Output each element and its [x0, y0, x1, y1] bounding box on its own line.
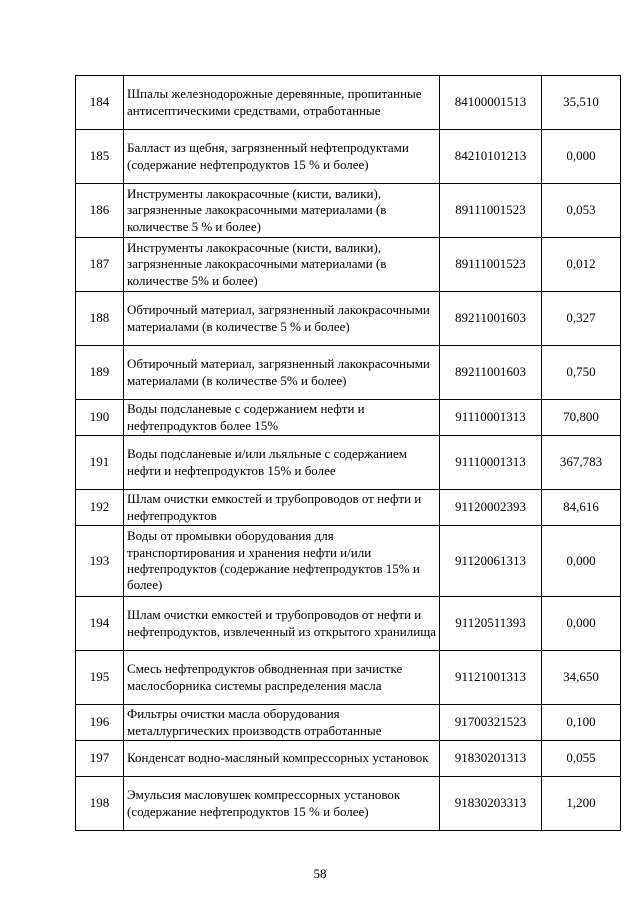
table-row: [76, 346, 621, 400]
waste-code-cell: 91120002393: [440, 490, 542, 526]
waste-name-cell: Обтирочный материал, загрязненный лакокрасочными материалами (в количестве 5 % и более): [124, 292, 440, 346]
waste-code-cell: 91120061313: [440, 526, 542, 597]
waste-name-cell: Шлам очистки емкостей и трубопроводов от нефти и нефтепродуктов, извлеченный из открытого хранилища: [124, 597, 440, 651]
waste-name-cell: Воды подсланевые с содержанием нефти и нефтепродуктов более 15%: [124, 400, 440, 436]
quantity-cell: 34,650: [542, 651, 621, 705]
quantity-cell: 70,800: [542, 400, 621, 436]
row-number-cell: 188: [76, 292, 124, 346]
waste-code-cell: 91830203313: [440, 777, 542, 831]
waste-name-cell: Смесь нефтепродуктов обводненная при зачистке маслосборника системы распределения масла: [124, 651, 440, 705]
waste-table: [75, 75, 621, 831]
waste-name-cell: Воды подсланевые и/или льяльные с содержанием нефти и нефтепродуктов 15% и более: [124, 436, 440, 490]
quantity-cell: 1,200: [542, 777, 621, 831]
waste-name-cell: Инструменты лакокрасочные (кисти, валики), загрязненные лакокрасочными материалами (в количестве 5% и более): [124, 238, 440, 292]
table-row: [76, 777, 621, 831]
row-number-cell: 184: [76, 76, 124, 130]
quantity-cell: 0,750: [542, 346, 621, 400]
waste-name-cell: Шпалы железнодорожные деревянные, пропитанные антисептическими средствами, отработанные: [124, 76, 440, 130]
quantity-cell: 367,783: [542, 436, 621, 490]
row-number-cell: 191: [76, 436, 124, 490]
waste-code-cell: 91120511393: [440, 597, 542, 651]
table-row: [76, 130, 621, 184]
quantity-cell: 0,100: [542, 705, 621, 741]
table-row: [76, 705, 621, 741]
row-number-cell: 194: [76, 597, 124, 651]
table-row: [76, 651, 621, 705]
row-number-cell: 189: [76, 346, 124, 400]
waste-name-cell: Воды от промывки оборудования для транспортирования и хранения нефти и/или нефтепродуктов (содержание нефтепродуктов 15% и более): [124, 526, 440, 597]
waste-name-cell: Обтирочный материал, загрязненный лакокрасочными материалами (в количестве 5% и более): [124, 346, 440, 400]
table-row: [76, 184, 621, 238]
row-number-cell: 186: [76, 184, 124, 238]
table-row: [76, 436, 621, 490]
row-number-cell: 197: [76, 741, 124, 777]
table-row: [76, 490, 621, 526]
waste-code-cell: 89111001523: [440, 238, 542, 292]
waste-name-cell: Эмульсия масловушек компрессорных установок (содержание нефтепродуктов 15 % и более): [124, 777, 440, 831]
waste-code-cell: 89211001603: [440, 346, 542, 400]
row-number-cell: 198: [76, 777, 124, 831]
waste-name-cell: Балласт из щебня, загрязненный нефтепродуктами (содержание нефтепродуктов 15 % и более): [124, 130, 440, 184]
waste-name-cell: Конденсат водно-масляный компрессорных установок: [124, 741, 440, 777]
waste-name-cell: Фильтры очистки масла оборудования металлургических производств отработанные: [124, 705, 440, 741]
waste-table-body: [76, 76, 621, 831]
quantity-cell: 0,000: [542, 526, 621, 597]
quantity-cell: 0,327: [542, 292, 621, 346]
table-row: [76, 597, 621, 651]
row-number-cell: 192: [76, 490, 124, 526]
waste-code-cell: 91121001313: [440, 651, 542, 705]
waste-code-cell: 91110001313: [440, 436, 542, 490]
quantity-cell: 0,053: [542, 184, 621, 238]
table-row: [76, 238, 621, 292]
waste-code-cell: 84100001513: [440, 76, 542, 130]
waste-code-cell: 91830201313: [440, 741, 542, 777]
quantity-cell: 0,000: [542, 130, 621, 184]
row-number-cell: 196: [76, 705, 124, 741]
quantity-cell: 0,000: [542, 597, 621, 651]
quantity-cell: 84,616: [542, 490, 621, 526]
table-row: [76, 400, 621, 436]
quantity-cell: 0,012: [542, 238, 621, 292]
waste-name-cell: Шлам очистки емкостей и трубопроводов от нефти и нефтепродуктов: [124, 490, 440, 526]
waste-name-cell: Инструменты лакокрасочные (кисти, валики), загрязненные лакокрасочными материалами (в количестве 5 % и более): [124, 184, 440, 238]
waste-code-cell: 89211001603: [440, 292, 542, 346]
row-number-cell: 190: [76, 400, 124, 436]
page-number: 58: [313, 866, 327, 881]
waste-code-cell: 89111001523: [440, 184, 542, 238]
row-number-cell: 187: [76, 238, 124, 292]
quantity-cell: 35,510: [542, 76, 621, 130]
waste-code-cell: 91110001313: [440, 400, 542, 436]
row-number-cell: 193: [76, 526, 124, 597]
table-row: [76, 526, 621, 597]
row-number-cell: 195: [76, 651, 124, 705]
row-number-cell: 185: [76, 130, 124, 184]
waste-code-cell: 91700321523: [440, 705, 542, 741]
quantity-cell: 0,055: [542, 741, 621, 777]
table-row: [76, 76, 621, 130]
table-row: [76, 292, 621, 346]
table-row: [76, 741, 621, 777]
waste-code-cell: 84210101213: [440, 130, 542, 184]
